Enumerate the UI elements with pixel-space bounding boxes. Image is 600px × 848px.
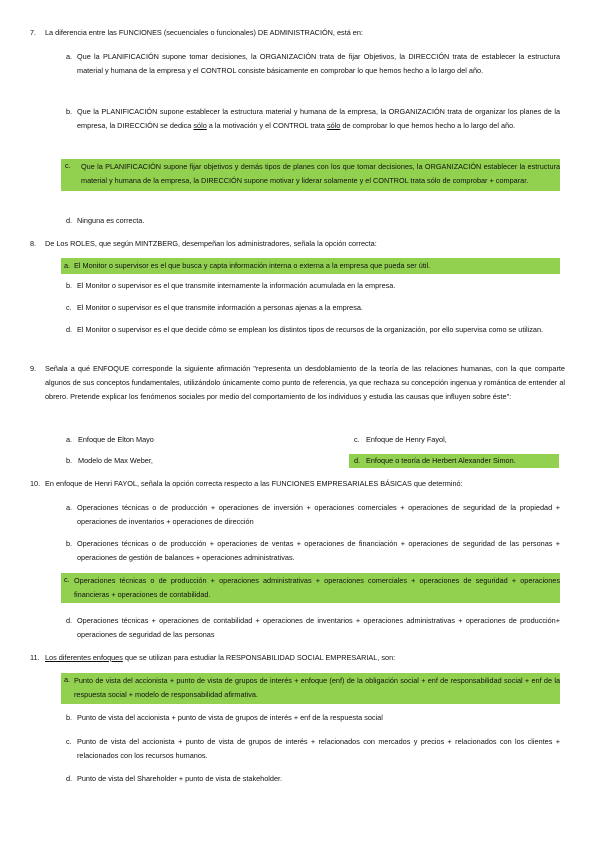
option-11a-correct: [61, 673, 560, 704]
option-letter: d.: [66, 325, 73, 334]
option-7c-correct: [61, 159, 560, 191]
option-10c-correct: [61, 573, 560, 603]
option-11b: [61, 711, 560, 725]
question-11: [30, 651, 565, 665]
question-text: La diferencia entre las FUNCIONES (secuenciales o funcionales) DE ADMINISTRACIÓN, está en:: [45, 28, 363, 37]
question-10: [30, 477, 565, 491]
option-letter: b.: [66, 107, 73, 116]
option-letter: b.: [66, 539, 73, 548]
question-number: 9.: [30, 364, 37, 373]
option-letter: b.: [66, 281, 73, 290]
option-7a: [61, 50, 560, 78]
option-letter: b.: [66, 456, 73, 465]
option-text: Punto de vista del Shareholder + punto de vista de stakeholder.: [77, 774, 283, 783]
option-text: Que la PLANIFICACIÓN supone establecer la estructura material y humana de la empresa, la ORGANIZACIÓN trata de organizar los planes de la empresa, la DIRECCIÓN se dedica sólo a la motivación y el CONTROL trata sólo de comprobar lo que hemos hecho a lo largo del año.: [77, 107, 560, 131]
option-letter: d.: [66, 774, 73, 783]
question-9: [30, 362, 565, 405]
option-10d: [61, 614, 560, 642]
option-text: Enfoque de Henry Fayol,: [366, 435, 447, 444]
option-letter: d.: [354, 456, 361, 465]
option-text: Enfoque o teoría de Herbert Alexander Simon.: [366, 456, 516, 465]
option-8c: [61, 301, 560, 315]
option-text: Enfoque de Elton Mayo: [78, 435, 154, 444]
question-7: [30, 26, 565, 40]
option-text: Modelo de Max Weber,: [78, 456, 153, 465]
option-text: Ninguna es correcta.: [77, 216, 145, 225]
option-7d: [61, 214, 560, 228]
option-text: El Monitor o supervisor es el que transmite internamente la información acumulada en la empresa.: [77, 281, 396, 290]
option-11d: [61, 772, 560, 786]
option-10b: [61, 537, 560, 565]
option-text: Operaciones técnicas o de producción + operaciones de inversión + operaciones comerciales + operaciones de seguridad de la propiedad + operaciones de inventarios + operaciones de dirección: [77, 503, 560, 527]
question-8: [30, 237, 565, 251]
question-number: 7.: [30, 28, 37, 37]
option-letter: a.: [64, 261, 71, 270]
option-9a: [61, 433, 291, 447]
option-text: Que la PLANIFICACIÓN supone tomar decisiones, la ORGANIZACIÓN trata de fijar Objetivos, la DIRECCIÓN trata de establecer la estructura material y humana de la empresa y el CONTROL consiste básicamente en comprobar lo que hemos hecho a lo largo del año.: [77, 52, 560, 76]
option-11c: [61, 735, 560, 763]
option-letter: a.: [66, 503, 73, 512]
option-8b: [61, 279, 560, 293]
option-letter: c.: [66, 737, 72, 746]
option-letter: d.: [66, 616, 73, 625]
option-text: Que la PLANIFICACIÓN supone fijar objetivos y demás tipos de planes con los que tomar decisiones, la ORGANIZACIÓN establecer la estructura material y humana de la empresa, la DIRECCIÓN supone motivar y liderar solamente y el CONTROL trata sólo de comprobar + comparar.: [81, 162, 560, 186]
question-number: 11.: [30, 653, 40, 662]
question-text: En enfoque de Henri FAYOL, señala la opción correcta respecto a las FUNCIONES EMPRESARIALES BÁSICAS que determinó:: [45, 479, 463, 488]
question-text: Los diferentes enfoques que se utilizan para estudiar la RESPONSABILIDAD SOCIAL EMPRESARIAL, son:: [45, 653, 396, 662]
option-9b: [61, 454, 291, 468]
option-text: Operaciones técnicas + operaciones de contabilidad + operaciones de inventarios + operaciones administrativas + operaciones de producción+ operaciones de seguridad de las personas: [77, 616, 560, 640]
option-letter: a.: [66, 435, 73, 444]
option-letter: a.: [66, 52, 73, 61]
option-7b: [61, 105, 560, 133]
option-10a: [61, 501, 560, 529]
question-number: 10.: [30, 479, 41, 488]
option-9d-correct: [349, 454, 559, 468]
option-text: El Monitor o supervisor es el que busca y capta información interna o externa a la empresa que pueda ser útil.: [74, 261, 431, 270]
option-text: El Monitor o supervisor es el que decide cómo se emplean los distintos tipos de recursos de la organización, por ello supervisa como se utilizan.: [77, 325, 544, 334]
option-text: El Monitor o supervisor es el que transmite información a personas ajenas a la empresa.: [77, 303, 363, 312]
option-text: Punto de vista del accionista + punto de vista de grupos de interés + relacionados con mercados y precios + relacionados con los clientes + relacionados con los recursos humanos.: [77, 737, 560, 761]
option-9c: [349, 433, 559, 447]
option-letter: c.: [354, 435, 360, 444]
option-letter: c.: [66, 303, 72, 312]
option-letter: d.: [66, 216, 73, 225]
option-letter: b.: [66, 713, 73, 722]
option-text: Operaciones técnicas o de producción + operaciones de ventas + operaciones de financiación + operaciones de seguridad de las personas + operaciones de gestión de balances + operaciones administrativas.: [77, 539, 560, 563]
question-text: Señala a qué ENFOQUE corresponde la siguiente afirmación "representa un desdoblamiento de la teoría de las relaciones humanas, con la que comparte algunos de sus conceptos fundamentales, utilizándolo únicamente como punto de referencia, ya que rechaza su concepción ingenua y romántica de entender al obrero. Pretende explicar los fenómenos sociales por medio del comportamiento de los individuos y estudia las causas que influyen sobre éste":: [45, 364, 565, 402]
option-text: Punto de vista del accionista + punto de vista de grupos de interés + enf de la respuesta social: [77, 713, 383, 722]
option-letter: c.: [65, 161, 71, 170]
question-text: De Los ROLES, que según MINTZBERG, desempeñan los administradores, señala la opción correcta:: [45, 239, 377, 248]
option-text: Punto de vista del accionista + punto de vista de grupos de interés + enfoque (enf) de la obligación social + enf de responsabilidad social + enf de la respuesta social + modelo de responsabilidad afirmativa.: [74, 676, 560, 700]
question-number: 8.: [30, 239, 37, 248]
option-8a-correct: [61, 258, 560, 274]
option-text: Operaciones técnicas o de producción + operaciones administrativas + operaciones comerciales + operaciones de seguridad + operaciones financieras + operaciones de contabilidad.: [74, 576, 560, 600]
option-8d: [61, 323, 560, 337]
option-letter: c.: [64, 575, 70, 584]
option-letter: a.: [64, 675, 71, 684]
